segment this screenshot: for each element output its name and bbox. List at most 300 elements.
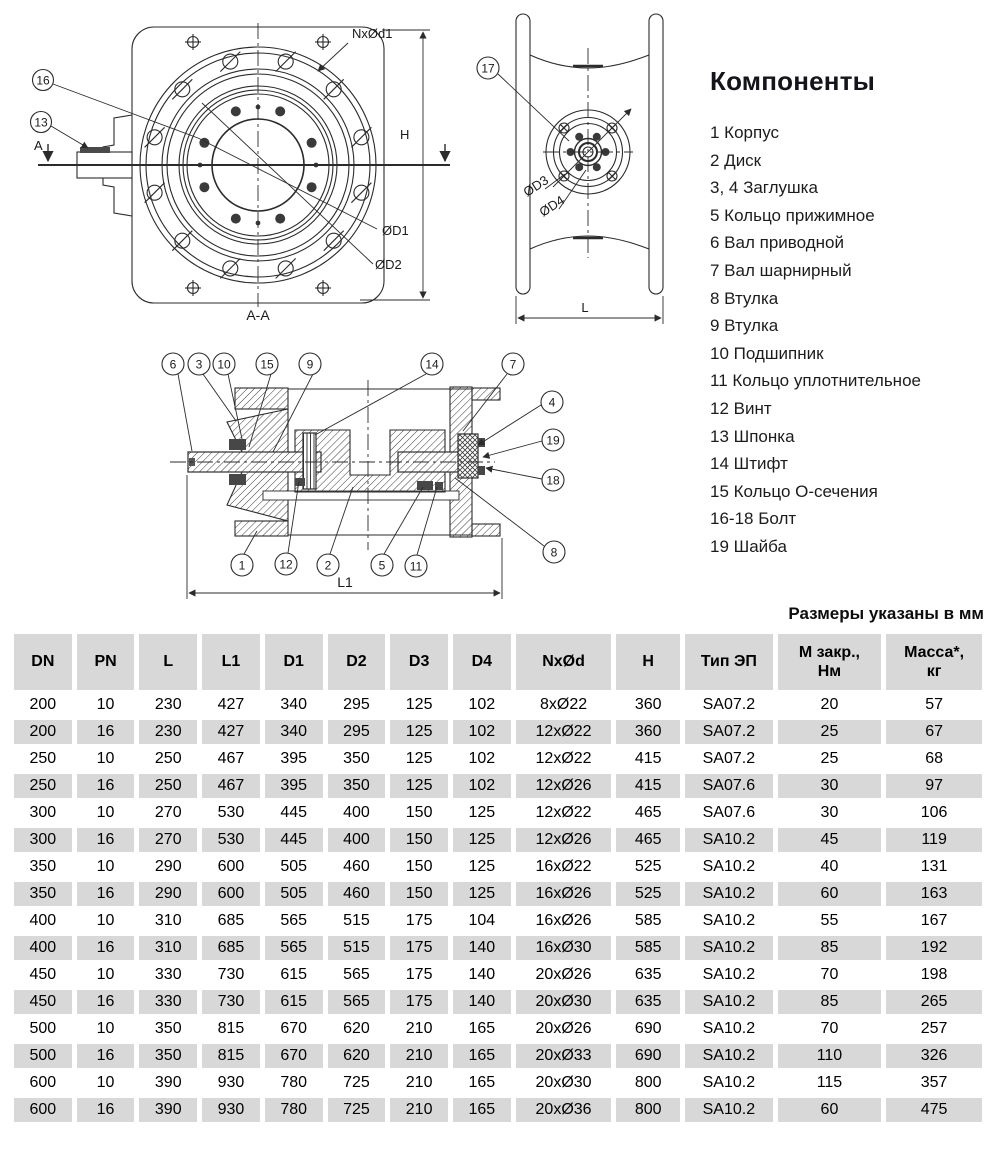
- table-cell: 800: [616, 1098, 680, 1122]
- table-row: [14, 720, 982, 744]
- table-cell: SA10.2: [685, 1071, 773, 1095]
- component-item: 11 Кольцо уплотнительное: [710, 371, 921, 391]
- table-cell: 150: [390, 801, 448, 825]
- table-cell: 415: [616, 774, 680, 798]
- table-cell: 230: [139, 693, 197, 717]
- table-cell: 10: [77, 963, 135, 987]
- table-cell: 565: [328, 963, 386, 987]
- table-cell: 465: [616, 828, 680, 852]
- table-cell: 102: [453, 747, 511, 771]
- left-flange: [516, 14, 530, 294]
- table-cell: 140: [453, 990, 511, 1014]
- component-item: 8 Втулка: [710, 288, 779, 308]
- table-cell: 295: [328, 693, 386, 717]
- table-cell: 690: [616, 1017, 680, 1041]
- component-item: 7 Вал шарнирный: [710, 260, 852, 280]
- table-cell: 85: [778, 990, 881, 1014]
- table-cell: 400: [14, 909, 72, 933]
- table-cell: 67: [886, 720, 982, 744]
- svg-text:15: 15: [260, 357, 274, 372]
- column-header: [390, 634, 448, 690]
- table-cell: 390: [139, 1071, 197, 1095]
- table-row: [14, 1017, 982, 1041]
- table-cell: 230: [139, 720, 197, 744]
- svg-text:3: 3: [195, 357, 203, 372]
- table-cell: 110: [778, 1044, 881, 1068]
- table-cell: 615: [265, 963, 323, 987]
- table-cell: 400: [14, 936, 72, 960]
- table-cell: 357: [886, 1071, 982, 1095]
- table-cell: 104: [453, 909, 511, 933]
- table-cell: 350: [14, 882, 72, 906]
- table-cell: 20xØ33: [516, 1044, 612, 1068]
- table-cell: 150: [390, 855, 448, 879]
- table-cell: 515: [328, 936, 386, 960]
- table-cell: 125: [390, 774, 448, 798]
- table-cell: 16: [77, 882, 135, 906]
- table-cell: SA10.2: [685, 1017, 773, 1041]
- cut-label-a: A: [34, 138, 43, 153]
- table-cell: 125: [453, 855, 511, 879]
- table-cell: 150: [390, 882, 448, 906]
- table-cell: 460: [328, 855, 386, 879]
- table-cell: 210: [390, 1071, 448, 1095]
- table-cell: 725: [328, 1098, 386, 1122]
- svg-text:9: 9: [306, 357, 314, 372]
- table-cell: 210: [390, 1098, 448, 1122]
- svg-text:7: 7: [509, 357, 517, 372]
- column-header: [516, 634, 612, 690]
- table-row: [14, 693, 982, 717]
- table-cell: 530: [202, 801, 260, 825]
- table-cell: 10: [77, 693, 135, 717]
- table-cell: 165: [453, 1098, 511, 1122]
- table-cell: 10: [77, 1071, 135, 1095]
- table-cell: 10: [77, 747, 135, 771]
- table-cell: 460: [328, 882, 386, 906]
- table-cell: 165: [453, 1044, 511, 1068]
- table-row: [14, 855, 982, 879]
- table-cell: 175: [390, 963, 448, 987]
- table-cell: 119: [886, 828, 982, 852]
- table-cell: SA10.2: [685, 963, 773, 987]
- table-cell: SA07.2: [685, 720, 773, 744]
- column-header-sublabel: кг: [926, 663, 942, 680]
- table-cell: SA10.2: [685, 1098, 773, 1122]
- column-header: [453, 634, 511, 690]
- svg-text:6: 6: [169, 357, 177, 372]
- table-cell: 467: [202, 774, 260, 798]
- table-cell: 360: [616, 720, 680, 744]
- table-cell: 250: [139, 774, 197, 798]
- table-cell: 295: [328, 720, 386, 744]
- table-cell: 57: [886, 693, 982, 717]
- table-cell: 800: [616, 1071, 680, 1095]
- table-cell: 290: [139, 855, 197, 879]
- table-cell: 163: [886, 882, 982, 906]
- table-cell: 690: [616, 1044, 680, 1068]
- table-cell: SA10.2: [685, 990, 773, 1014]
- column-header-label: L1: [221, 653, 241, 671]
- table-cell: 360: [616, 693, 680, 717]
- column-header-label: PN: [94, 653, 117, 671]
- table-cell: 16: [77, 720, 135, 744]
- table-cell: 167: [886, 909, 982, 933]
- table-cell: 725: [328, 1071, 386, 1095]
- table-cell: 930: [202, 1071, 260, 1095]
- table-cell: 615: [265, 990, 323, 1014]
- table-cell: 620: [328, 1017, 386, 1041]
- column-header: [685, 634, 773, 690]
- table-cell: 930: [202, 1098, 260, 1122]
- svg-text:1: 1: [238, 558, 246, 573]
- d3-dim-label: ØD3: [520, 172, 552, 200]
- table-cell: 16: [77, 936, 135, 960]
- units-note: Размеры указаны в мм: [788, 604, 984, 623]
- svg-text:10: 10: [217, 357, 231, 372]
- table-cell: 20: [778, 693, 881, 717]
- column-header-label: Масса*,: [904, 643, 965, 661]
- table-cell: 106: [886, 801, 982, 825]
- table-cell: 350: [14, 855, 72, 879]
- column-header: [265, 634, 323, 690]
- table-cell: 16: [77, 1098, 135, 1122]
- components-list: [710, 119, 985, 561]
- table-cell: 500: [14, 1017, 72, 1041]
- column-header-label: Тип ЭП: [700, 653, 757, 671]
- table-cell: 12xØ26: [516, 828, 612, 852]
- front-view-drawing: [30, 5, 475, 335]
- table-cell: 350: [328, 747, 386, 771]
- column-header: [14, 634, 72, 690]
- table-cell: 175: [390, 909, 448, 933]
- table-cell: 330: [139, 963, 197, 987]
- table-cell: 600: [14, 1098, 72, 1122]
- table-cell: 150: [390, 828, 448, 852]
- table-cell: 310: [139, 909, 197, 933]
- table-cell: 85: [778, 936, 881, 960]
- table-cell: 465: [616, 801, 680, 825]
- d4-dim-label: ØD4: [536, 192, 568, 220]
- table-cell: 200: [14, 693, 72, 717]
- table-cell: 125: [453, 882, 511, 906]
- table-cell: 10: [77, 1017, 135, 1041]
- table-cell: 330: [139, 990, 197, 1014]
- table-cell: 350: [139, 1017, 197, 1041]
- table-cell: 210: [390, 1017, 448, 1041]
- table-cell: SA07.2: [685, 693, 773, 717]
- components-panel: [710, 66, 985, 561]
- table-cell: 445: [265, 801, 323, 825]
- table-row: [14, 828, 982, 852]
- table-cell: 585: [616, 936, 680, 960]
- svg-text:11: 11: [409, 559, 423, 574]
- svg-text:12: 12: [279, 557, 293, 572]
- svg-text:14: 14: [425, 357, 439, 372]
- table-cell: 125: [390, 693, 448, 717]
- table-cell: 270: [139, 828, 197, 852]
- table-cell: SA10.2: [685, 828, 773, 852]
- component-item: 9 Втулка: [710, 316, 779, 336]
- table-cell: 427: [202, 693, 260, 717]
- table-cell: 198: [886, 963, 982, 987]
- table-cell: 10: [77, 855, 135, 879]
- component-item: 5 Кольцо прижимное: [710, 205, 875, 225]
- table-cell: 16: [77, 774, 135, 798]
- table-cell: 20xØ30: [516, 1071, 612, 1095]
- l1-dim-label: L1: [337, 574, 353, 590]
- column-header: [202, 634, 260, 690]
- table-cell: 565: [328, 990, 386, 1014]
- table-cell: 8xØ22: [516, 693, 612, 717]
- d2-dim-label: ØD2: [375, 257, 402, 272]
- section-view-drawing: [145, 335, 585, 610]
- table-cell: 102: [453, 720, 511, 744]
- table-cell: 685: [202, 936, 260, 960]
- component-item: 15 Кольцо О-сечения: [710, 481, 878, 501]
- svg-text:8: 8: [550, 545, 558, 560]
- table-cell: 45: [778, 828, 881, 852]
- table-cell: 265: [886, 990, 982, 1014]
- dimensions-table: [9, 631, 987, 1125]
- column-header: [77, 634, 135, 690]
- table-cell: 16: [77, 990, 135, 1014]
- table-cell: 60: [778, 882, 881, 906]
- table-cell: 600: [202, 882, 260, 906]
- table-cell: 300: [14, 801, 72, 825]
- table-row: [14, 774, 982, 798]
- h-dim-label: H: [400, 127, 410, 142]
- component-item: 2 Диск: [710, 150, 762, 170]
- table-row: [14, 1044, 982, 1068]
- table-cell: SA07.6: [685, 774, 773, 798]
- table-cell: 131: [886, 855, 982, 879]
- column-header: [139, 634, 197, 690]
- column-header-label: D1: [283, 653, 304, 671]
- table-cell: 525: [616, 882, 680, 906]
- table-cell: SA10.2: [685, 909, 773, 933]
- table-cell: 70: [778, 963, 881, 987]
- svg-text:4: 4: [548, 395, 556, 410]
- table-cell: SA07.2: [685, 747, 773, 771]
- table-cell: 165: [453, 1071, 511, 1095]
- components-title: Компоненты: [710, 66, 876, 96]
- table-cell: 140: [453, 936, 511, 960]
- component-item: 1 Корпус: [710, 123, 780, 142]
- table-cell: 395: [265, 747, 323, 771]
- table-row: [14, 1071, 982, 1095]
- table-cell: 25: [778, 720, 881, 744]
- column-header-label: NxØd: [542, 653, 585, 671]
- table-cell: 600: [14, 1071, 72, 1095]
- table-cell: SA10.2: [685, 855, 773, 879]
- table-cell: 30: [778, 801, 881, 825]
- table-cell: 115: [778, 1071, 881, 1095]
- table-row: [14, 963, 982, 987]
- table-row: [14, 801, 982, 825]
- table-cell: 97: [886, 774, 982, 798]
- table-cell: 585: [616, 909, 680, 933]
- table-cell: 505: [265, 882, 323, 906]
- svg-text:5: 5: [378, 558, 386, 573]
- table-cell: 415: [616, 747, 680, 771]
- table-cell: 20xØ26: [516, 1017, 612, 1041]
- table-cell: 20xØ30: [516, 990, 612, 1014]
- table-row: [14, 1098, 982, 1122]
- component-item: 3, 4 Заглушка: [710, 178, 818, 198]
- table-header-row: [14, 634, 982, 690]
- table-cell: 445: [265, 828, 323, 852]
- table-cell: 25: [778, 747, 881, 771]
- table-cell: 30: [778, 774, 881, 798]
- column-header-label: L: [163, 653, 174, 671]
- table-row: [14, 882, 982, 906]
- table-cell: 635: [616, 963, 680, 987]
- table-cell: 257: [886, 1017, 982, 1041]
- table-cell: 565: [265, 909, 323, 933]
- table-cell: 730: [202, 990, 260, 1014]
- table-cell: 620: [328, 1044, 386, 1068]
- table-cell: 525: [616, 855, 680, 879]
- svg-text:2: 2: [324, 558, 332, 573]
- table-cell: 390: [139, 1098, 197, 1122]
- table-cell: 192: [886, 936, 982, 960]
- component-item: 13 Шпонка: [710, 426, 795, 446]
- table-cell: 40: [778, 855, 881, 879]
- l-dim-label: L: [581, 300, 589, 315]
- column-header: [328, 634, 386, 690]
- table-cell: 350: [328, 774, 386, 798]
- component-item: 6 Вал приводной: [710, 233, 844, 253]
- table-cell: 10: [77, 909, 135, 933]
- table-cell: 12xØ26: [516, 774, 612, 798]
- table-cell: 125: [453, 801, 511, 825]
- table-cell: SA10.2: [685, 1044, 773, 1068]
- table-cell: 12xØ22: [516, 747, 612, 771]
- table-cell: 20xØ26: [516, 963, 612, 987]
- table-cell: 55: [778, 909, 881, 933]
- section-name-label: A-A: [246, 307, 270, 323]
- table-cell: 340: [265, 720, 323, 744]
- table-cell: 515: [328, 909, 386, 933]
- column-header-label: D2: [346, 653, 367, 671]
- d1-dim-label: ØD1: [382, 223, 409, 238]
- table-cell: SA10.2: [685, 882, 773, 906]
- component-item: 10 Подшипник: [710, 343, 824, 363]
- component-item: 12 Винт: [710, 398, 772, 418]
- table-cell: 140: [453, 963, 511, 987]
- table-cell: 670: [265, 1044, 323, 1068]
- table-cell: 250: [14, 774, 72, 798]
- table-body: [14, 693, 982, 1122]
- component-item: 14 Штифт: [710, 454, 788, 474]
- table-row: [14, 747, 982, 771]
- table-cell: 10: [77, 801, 135, 825]
- table-cell: 175: [390, 936, 448, 960]
- table-cell: 70: [778, 1017, 881, 1041]
- table-row: [14, 909, 982, 933]
- table-cell: 780: [265, 1071, 323, 1095]
- column-header: [616, 634, 680, 690]
- column-header-sublabel: Нм: [817, 663, 842, 680]
- table-cell: SA07.6: [685, 801, 773, 825]
- table-cell: 16xØ26: [516, 882, 612, 906]
- table-cell: 310: [139, 936, 197, 960]
- table-cell: 68: [886, 747, 982, 771]
- table-cell: 530: [202, 828, 260, 852]
- table-cell: 210: [390, 1044, 448, 1068]
- table-cell: 125: [453, 828, 511, 852]
- table-cell: 300: [14, 828, 72, 852]
- column-header-label: DN: [31, 653, 55, 671]
- column-header: [778, 634, 881, 690]
- table-cell: 290: [139, 882, 197, 906]
- table-cell: 250: [14, 747, 72, 771]
- table-cell: 500: [14, 1044, 72, 1068]
- table-cell: 400: [328, 828, 386, 852]
- table-cell: 165: [453, 1017, 511, 1041]
- table-cell: 400: [328, 801, 386, 825]
- column-header-label: H: [642, 653, 654, 671]
- side-view-drawing: [455, 0, 705, 340]
- table-cell: 175: [390, 990, 448, 1014]
- table-cell: 102: [453, 693, 511, 717]
- bolt-pattern-label: NxØd1: [352, 26, 393, 41]
- right-flange: [649, 14, 663, 294]
- table-cell: 427: [202, 720, 260, 744]
- table-cell: 250: [139, 747, 197, 771]
- table-cell: 12xØ22: [516, 720, 612, 744]
- table-cell: 730: [202, 963, 260, 987]
- column-header-label: D3: [408, 653, 430, 671]
- table-cell: 60: [778, 1098, 881, 1122]
- callout-17-number: 17: [481, 61, 495, 76]
- table-cell: 565: [265, 936, 323, 960]
- table-cell: 395: [265, 774, 323, 798]
- table-row: [14, 936, 982, 960]
- column-header: [886, 634, 982, 690]
- table-cell: 125: [390, 747, 448, 771]
- table-row: [14, 990, 982, 1014]
- table-cell: 350: [139, 1044, 197, 1068]
- table-cell: 102: [453, 774, 511, 798]
- table-cell: 450: [14, 990, 72, 1014]
- table-cell: 16: [77, 1044, 135, 1068]
- table-cell: 467: [202, 747, 260, 771]
- table-cell: 815: [202, 1044, 260, 1068]
- table-cell: 270: [139, 801, 197, 825]
- component-item: 16-18 Болт: [710, 509, 797, 529]
- table-cell: 600: [202, 855, 260, 879]
- table-cell: 340: [265, 693, 323, 717]
- shaft-key: [80, 147, 110, 153]
- table-cell: 815: [202, 1017, 260, 1041]
- column-header-label: D4: [471, 653, 493, 671]
- table-cell: 505: [265, 855, 323, 879]
- table-cell: 635: [616, 990, 680, 1014]
- table-cell: 20xØ36: [516, 1098, 612, 1122]
- table-cell: 125: [390, 720, 448, 744]
- table-cell: 16xØ22: [516, 855, 612, 879]
- table-cell: SA10.2: [685, 936, 773, 960]
- callout-13-number: 13: [34, 115, 48, 130]
- table-cell: 326: [886, 1044, 982, 1068]
- table-cell: 685: [202, 909, 260, 933]
- table-cell: 16xØ30: [516, 936, 612, 960]
- table-cell: 12xØ22: [516, 801, 612, 825]
- table-cell: 200: [14, 720, 72, 744]
- callout-16-number: 16: [36, 73, 50, 88]
